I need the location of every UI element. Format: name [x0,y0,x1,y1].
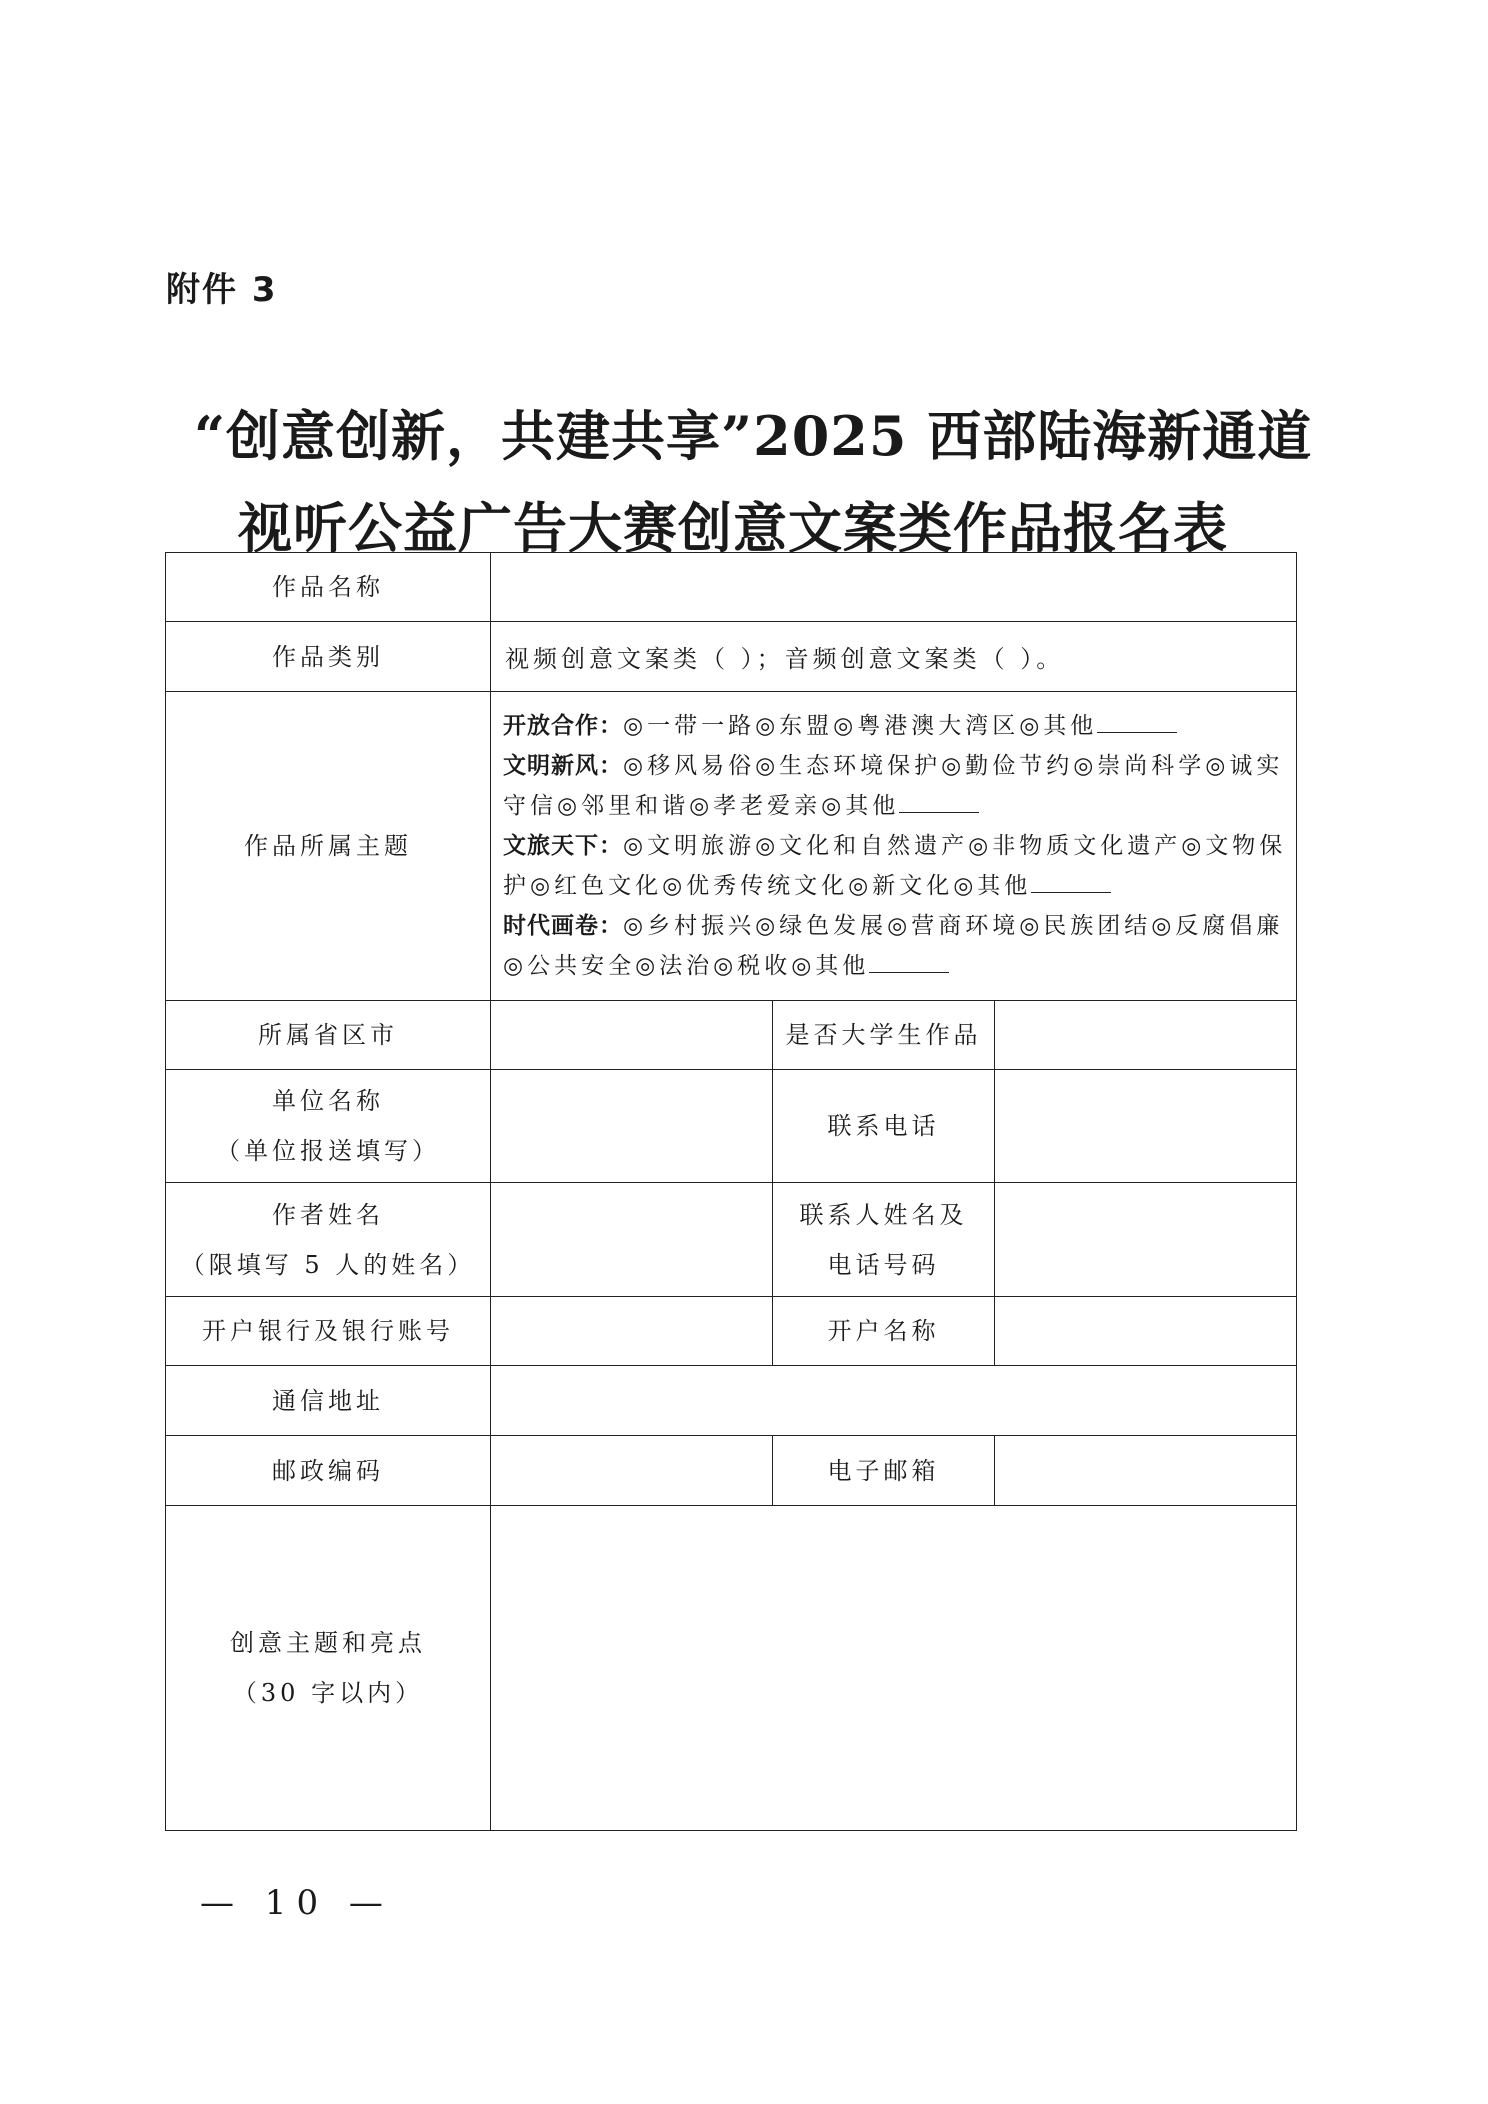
table-row-author [166,1183,1297,1297]
theme-options[interactable] [491,692,1297,1001]
title-line-1: “创意创新，共建共享”2025 西部陆海新通道 [194,404,1313,468]
province-field[interactable] [491,1001,773,1070]
theme-group-items: ◎一带一路◎东盟◎粤港澳大湾区◎其他 [623,713,1098,739]
unit-name-label [166,1070,491,1183]
contact-person-subtitle: 电话号码 [827,1250,940,1279]
table-row-work-category [166,622,1297,692]
contact-person-label [773,1183,995,1297]
account-name-field[interactable] [995,1297,1297,1366]
unit-name-field[interactable] [491,1070,773,1183]
theme-group-items: ◎移风易俗◎生态环境保护◎勤俭节约◎崇尚科学◎诚实守信◎邻里和谐◎孝老爱亲◎其他 [503,753,1284,819]
contact-person-title: 联系人姓名及 [799,1200,968,1229]
theme-group-items: ◎乡村振兴◎绿色发展◎营商环境◎民族团结◎反腐倡廉◎公共安全◎法治◎税收◎其他 [503,913,1284,979]
author-name-label [166,1183,491,1297]
author-name-note: （限填写 5 人的姓名） [180,1250,476,1279]
registration-form-table [165,552,1297,1831]
theme-group-open-cooperation [503,706,1288,746]
bank-field[interactable] [491,1297,773,1366]
email-label: 电子邮箱 [773,1436,995,1506]
table-row-address [166,1366,1297,1436]
bank-label: 开户银行及银行账号 [166,1297,491,1366]
work-category-field[interactable]: 视频创意文案类（ ）；音频创意文案类（ ）。 [491,622,1297,692]
work-name-label: 作品名称 [166,553,491,622]
author-name-field[interactable] [491,1183,773,1297]
highlight-note: （30 字以内） [232,1679,424,1707]
table-row-theme [166,692,1297,1001]
contact-person-field[interactable] [995,1183,1297,1297]
province-label: 所属省区市 [166,1001,491,1070]
unit-name-title: 单位名称 [272,1087,384,1115]
postcode-label: 邮政编码 [166,1436,491,1506]
table-row-postcode [166,1436,1297,1506]
author-name-title: 作者姓名 [272,1200,384,1229]
work-category-label: 作品类别 [166,622,491,692]
highlight-field[interactable] [491,1506,1297,1831]
fill-in-blank[interactable] [899,792,979,813]
attachment-label: 附件 3 [166,270,278,310]
fill-in-blank[interactable] [1097,712,1177,733]
theme-label: 作品所属主题 [166,692,491,1001]
table-row-highlight [166,1506,1297,1831]
table-row-province [166,1001,1297,1070]
is-student-field[interactable] [995,1001,1297,1070]
theme-group-items: ◎文明旅游◎文化和自然遗产◎非物质文化遗产◎文物保护◎红色文化◎优秀传统文化◎新文化◎其他 [503,833,1287,899]
contact-phone-field[interactable] [995,1070,1297,1183]
theme-group-name: 时代画卷： [503,913,623,939]
page-number: — 10 — [200,1883,393,1923]
page-title [150,390,1350,574]
email-field[interactable] [995,1436,1297,1506]
theme-group-name: 文明新风： [503,753,623,779]
table-row-bank [166,1297,1297,1366]
contact-phone-label: 联系电话 [773,1070,995,1183]
postcode-field[interactable] [491,1436,773,1506]
highlight-label [166,1506,491,1831]
theme-group-name: 文旅天下： [503,833,623,859]
address-label: 通信地址 [166,1366,491,1436]
unit-name-note: （单位报送填写） [216,1137,440,1165]
work-name-field[interactable] [491,553,1297,622]
title-line-2: 视听公益广告大赛创意文案类作品报名表 [238,496,1228,560]
theme-group-name: 开放合作： [503,713,623,739]
account-name-label: 开户名称 [773,1297,995,1366]
theme-group-civilization [503,746,1288,826]
theme-group-era [503,906,1288,986]
table-row-work-name [166,553,1297,622]
theme-group-culture-tourism [503,826,1288,906]
address-field[interactable] [491,1366,1297,1436]
is-student-label: 是否大学生作品 [773,1001,995,1070]
highlight-title: 创意主题和亮点 [230,1629,426,1657]
table-row-unit [166,1070,1297,1183]
fill-in-blank[interactable] [1031,872,1111,893]
fill-in-blank[interactable] [869,952,949,973]
